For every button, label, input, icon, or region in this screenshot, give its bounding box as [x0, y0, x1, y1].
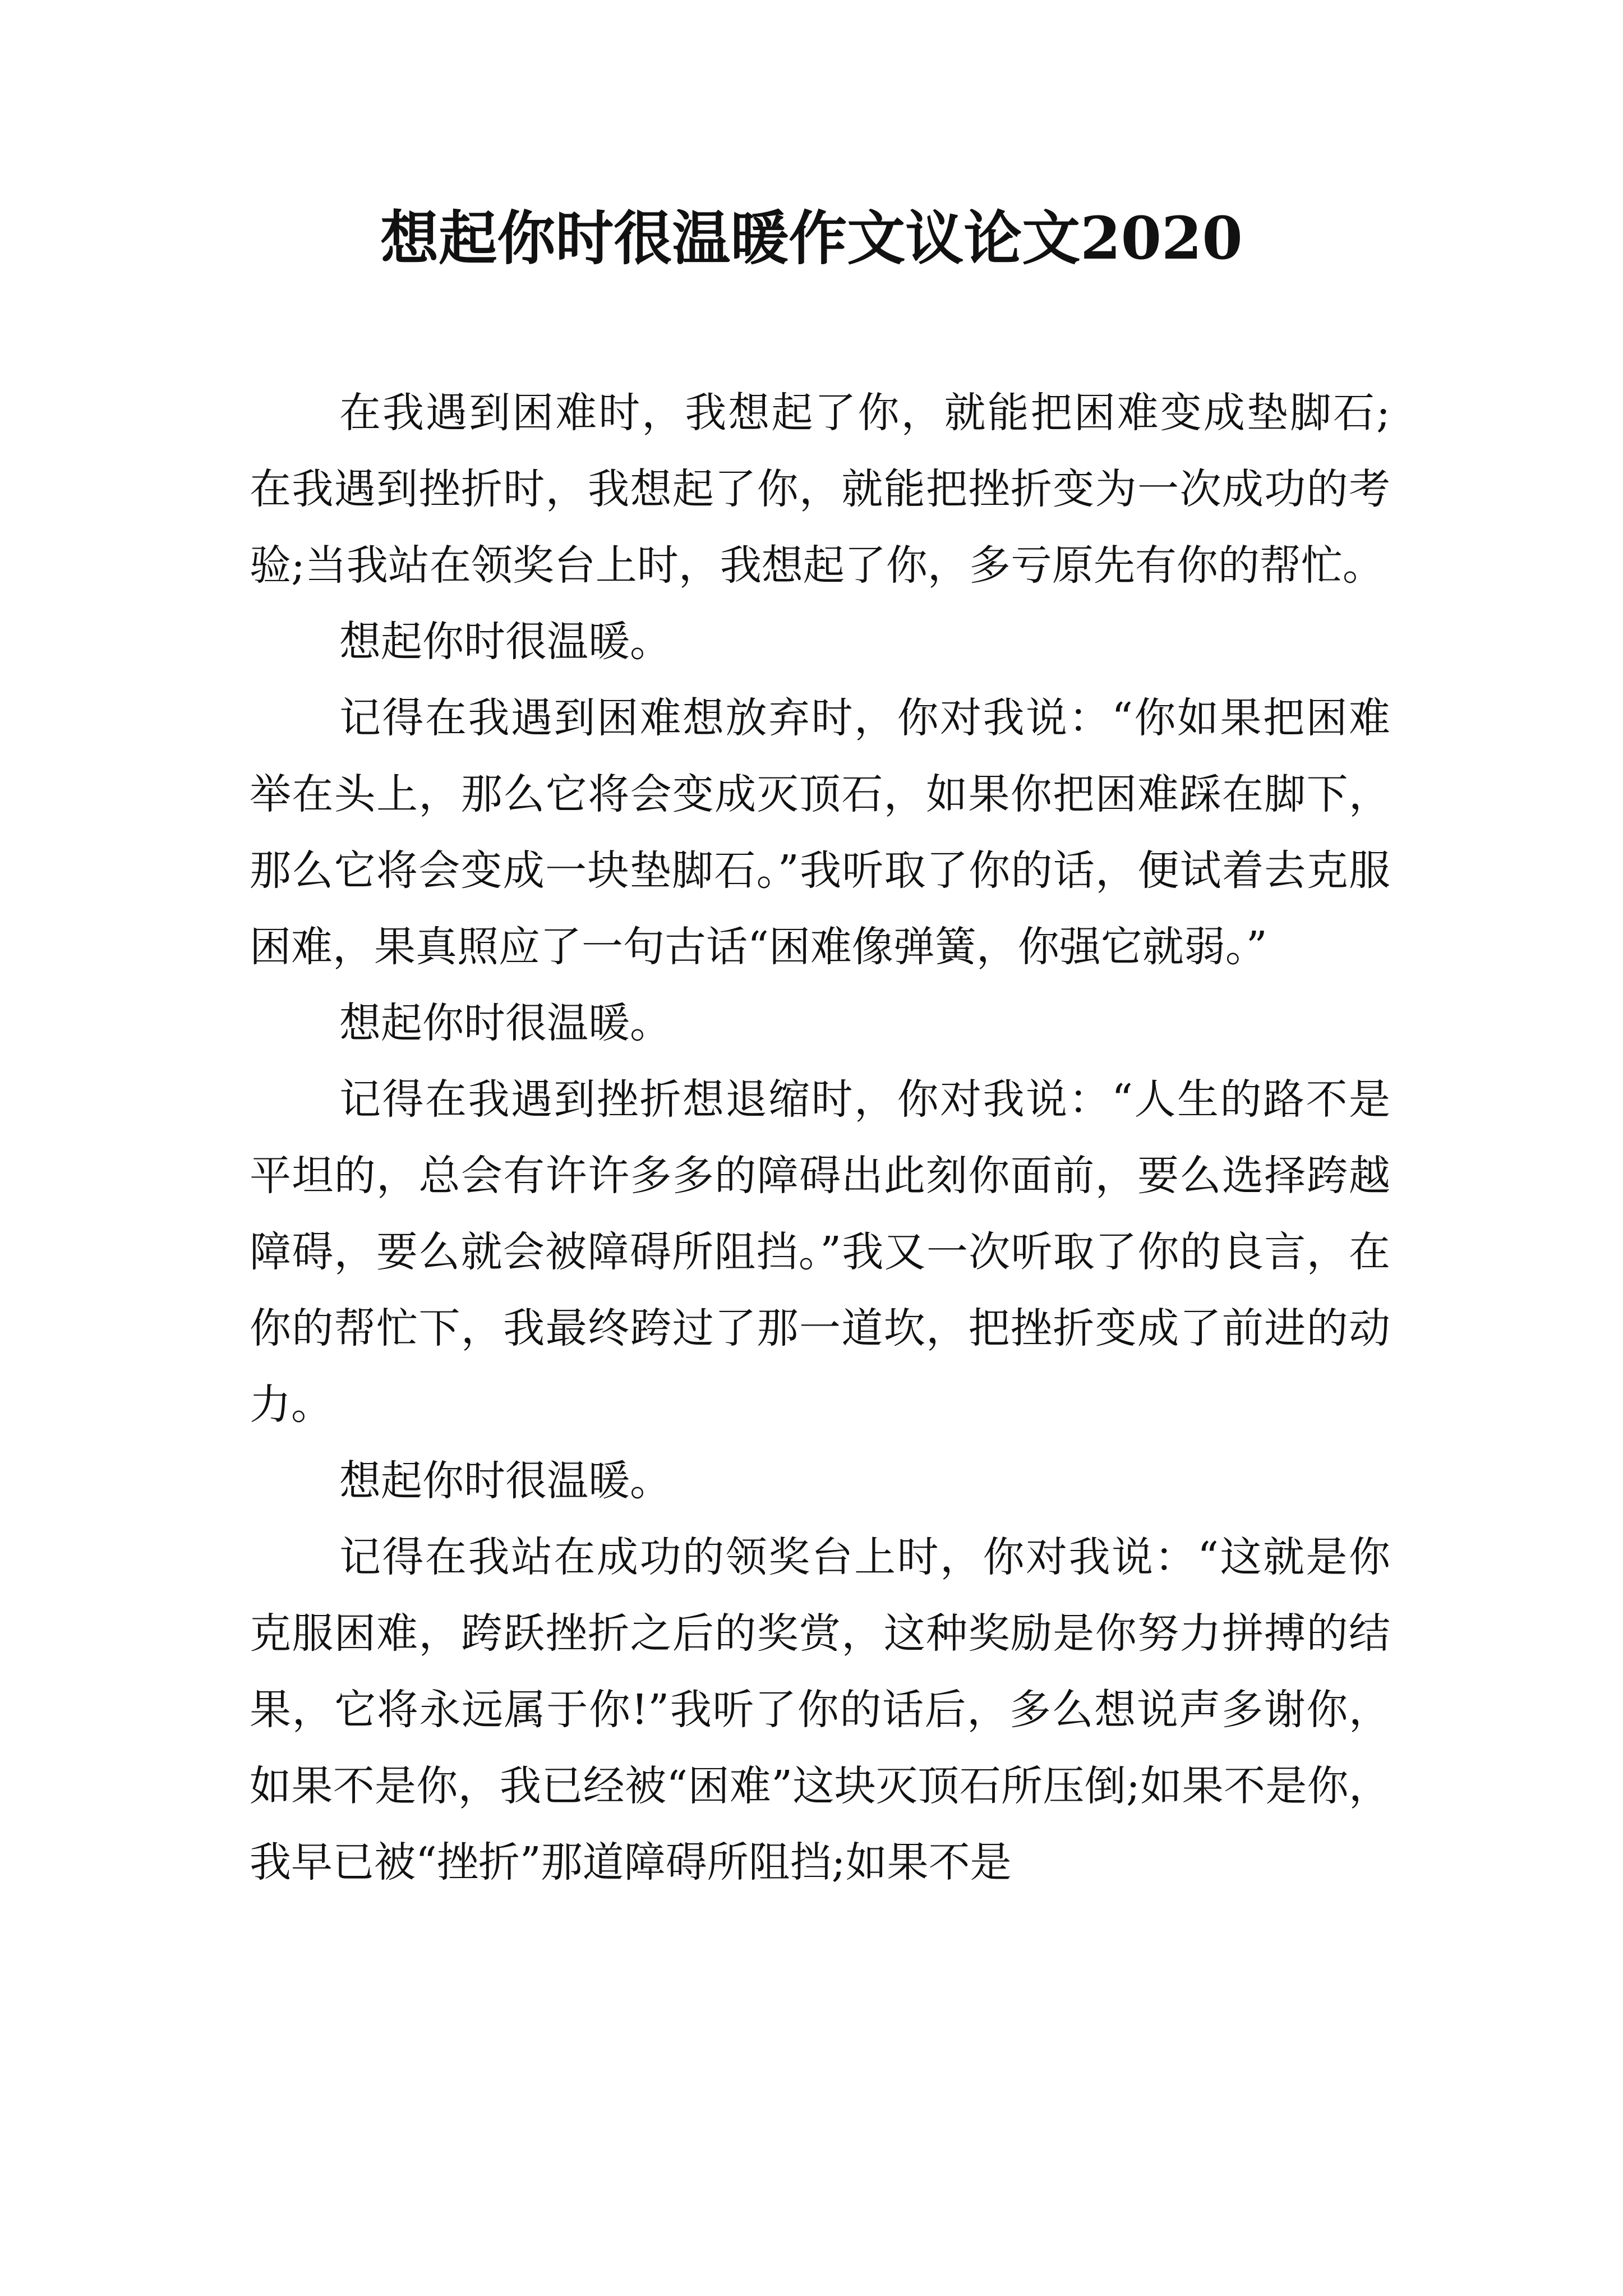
paragraph-setback: 记得在我遇到挫折想退缩时，你对我说：“人生的路不是平坦的，总会有许许多多的障碍出此刻你面前，要么选择跨越障碍，要么就会被障碍所阻挡。”我又一次听取了你的良言，在你的帮忙下，我最终跨过了那一道坎，把挫折变成了前进的动力。: [250, 1075, 1390, 1429]
paragraph-refrain: 想起你时很温暖。: [339, 618, 671, 666]
document-body: [250, 375, 1390, 1901]
paragraph-refrain: 想起你时很温暖。: [339, 1457, 671, 1505]
paragraph-intro: 在我遇到困难时，我想起了你，就能把困难变成垫脚石;在我遇到挫折时，我想起了你，就能把挫折变为一次成功的考验;当我站在领奖台上时，我想起了你，多亏原先有你的帮忙。: [250, 389, 1390, 590]
document-title: 想起你时很温暖作文议论文2020: [380, 204, 1243, 273]
paragraph-success: 记得在我站在成功的领奖台上时，你对我说：“这就是你克服困难，跨跃挫折之后的奖赏，这种奖励是你努力拼搏的结果，它将永远属于你!”我听了你的话后，多么想说声多谢你，如果不是你，我已经被“困难”这块灭顶石所压倒;如果不是你，我早已被“挫折”那道障碍所阻挡;如果不是: [250, 1533, 1390, 1887]
paragraph-difficulty: 记得在我遇到困难想放弃时，你对我说：“你如果把困难举在头上，那么它将会变成灭顶石，如果你把困难踩在脚下，那么它将会变成一块垫脚石。”我听取了你的话，便试着去克服困难，果真照应了一句古话“困难像弹簧，你强它就弱。”: [250, 694, 1390, 971]
paragraph-refrain: 想起你时很温暖。: [339, 999, 671, 1047]
